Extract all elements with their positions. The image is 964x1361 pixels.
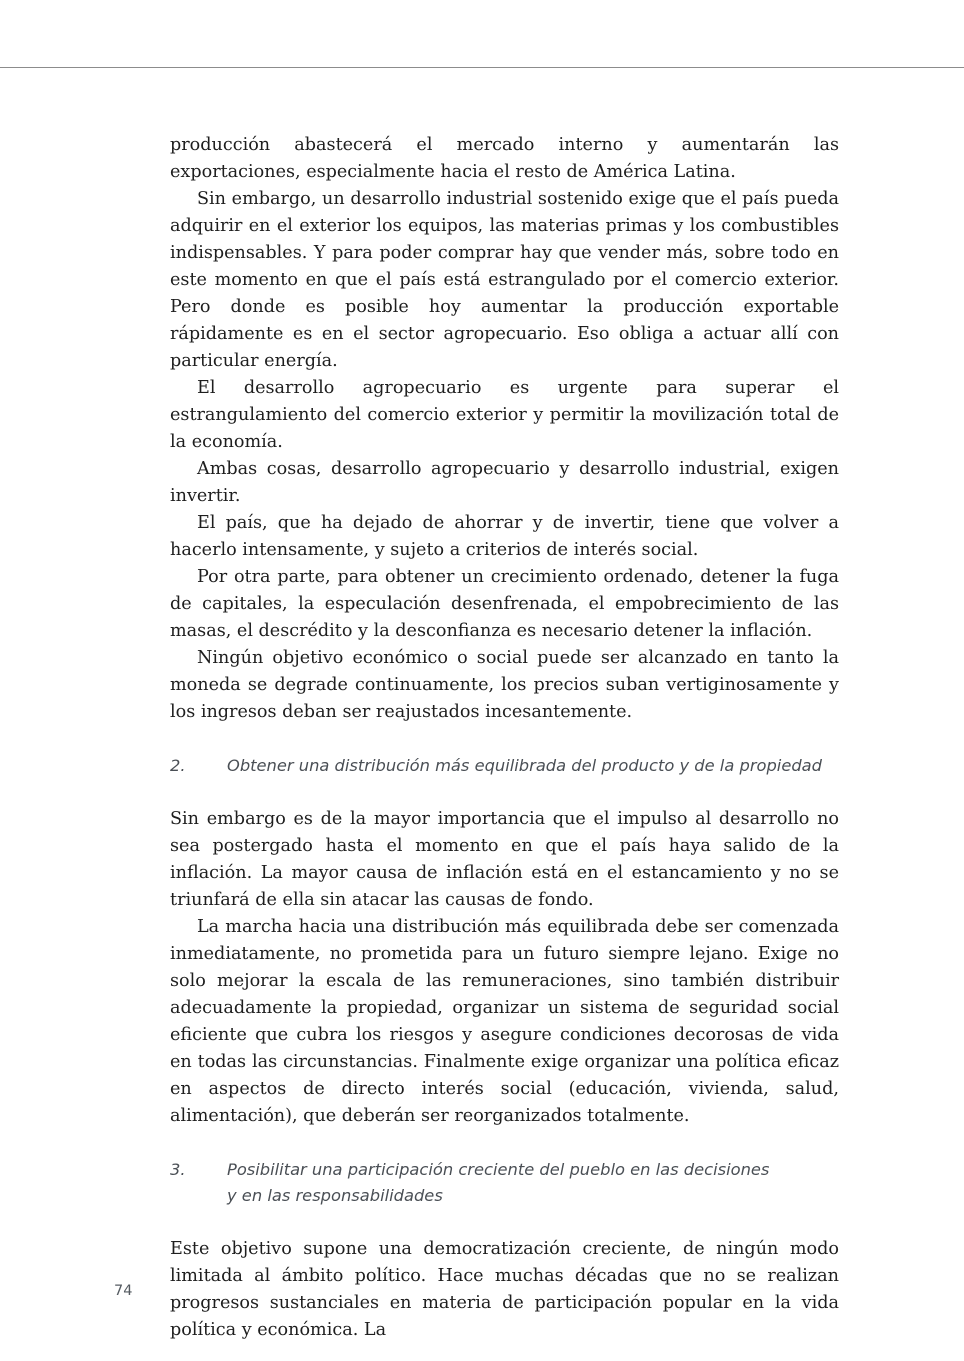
section-title-line-2: y en las responsabilidades	[227, 1186, 443, 1205]
paragraph-group-section-3	[170, 1236, 839, 1344]
paragraph: Sin embargo, un desarrollo industrial sostenido exige que el país pueda adquirir en el exterior los equipos, las materias primas y los combustibles indispensables. Y para poder comprar hay que vender más, sobre todo en este momento en que el país está estrangulado por el comercio exterior. Pero donde es posible hoy aumentar la producción exportable rápidamente es en el sector agropecuario. Eso obliga a actuar allí con particular energía.	[170, 189, 839, 371]
header-rule	[0, 67, 964, 68]
body-text	[170, 132, 839, 1344]
section-heading-2	[170, 753, 839, 779]
section-title: Obtener una distribución más equilibrada del producto y de la propiedad	[227, 756, 822, 775]
section-title-line-1: Posibilitar una participación creciente del pueblo en las decisiones	[227, 1160, 770, 1179]
paragraph: Por otra parte, para obtener un crecimiento ordenado, detener la fuga de capitales, la especulación desenfrenada, el empobrecimiento de las masas, el descrédito y la desconfianza es necesario detener la inflación.	[170, 567, 839, 641]
paragraph: Sin embargo es de la mayor importancia que el impulso al desarrollo no sea postergado hasta el momento en que el país haya salido de la inflación. La mayor causa de inflación está en el estancamiento y no se triunfará de ella sin atacar las causas de fondo.	[170, 809, 839, 910]
paragraph-group-intro	[170, 132, 839, 726]
paragraph: Ningún objetivo económico o social puede ser alcanzado en tanto la moneda se degrade continuamente, los precios suban vertiginosamente y los ingresos deban ser reajustados incesantemente.	[170, 648, 839, 722]
paragraph: Ambas cosas, desarrollo agropecuario y desarrollo industrial, exigen invertir.	[170, 459, 839, 506]
paragraph: producción abastecerá el mercado interno y aumentarán las exportaciones, especialmente hacia el resto de América Latina.	[170, 135, 839, 182]
paragraph: La marcha hacia una distribución más equilibrada debe ser comenzada inmediatamente, no prometida para un futuro siempre lejano. Exige no solo mejorar la escala de las remuneraciones, sino también distribuir adecuadamente la propiedad, organizar un sistema de seguridad social eficiente que cubra los riesgos y asegure condiciones decorosas de vida en todas las circunstancias. Finalmente exige organizar una política eficaz en aspectos de directo interés social (educación, vivienda, salud, alimentación), que deberán ser reorganizados totalmente.	[170, 917, 839, 1126]
paragraph-group-section-2	[170, 806, 839, 1130]
section-number: 3.	[170, 1160, 186, 1179]
section-number: 2.	[170, 756, 186, 775]
page-number: 74	[114, 1283, 133, 1299]
paragraph: Este objetivo supone una democratización creciente, de ningún modo limitada al ámbito político. Hace muchas décadas que no se realizan progresos sustanciales en materia de participación popular en la vida política y económica. La	[170, 1239, 839, 1340]
paragraph: El país, que ha dejado de ahorrar y de invertir, tiene que volver a hacerlo intensamente, y sujeto a criterios de interés social.	[170, 513, 839, 560]
paragraph: El desarrollo agropecuario es urgente para superar el estrangulamiento del comercio exterior y permitir la movilización total de la economía.	[170, 378, 839, 452]
section-heading-3	[170, 1157, 839, 1209]
